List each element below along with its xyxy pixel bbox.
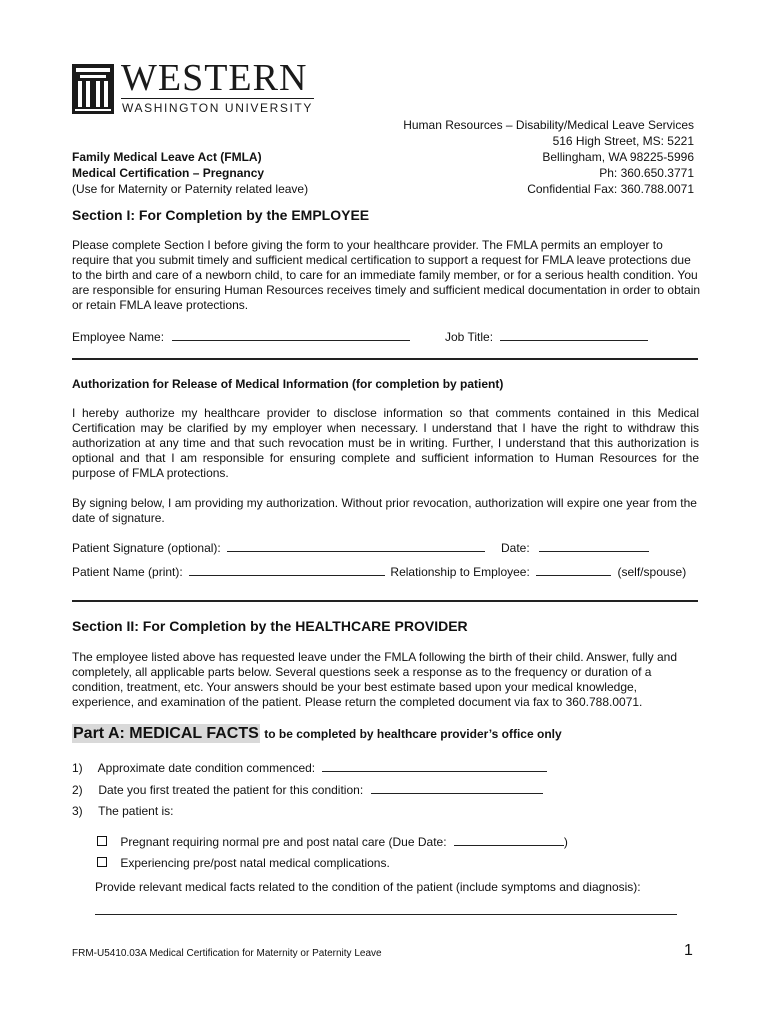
partA-title: Part A: MEDICAL FACTS [73, 725, 259, 742]
hr-department: Human Resources – Disability/Medical Leave Services [403, 118, 694, 132]
hr-address-block [403, 117, 694, 197]
job-title-field[interactable] [500, 329, 648, 341]
partA-subtitle: to be completed by healthcare provider’s office only [264, 727, 562, 741]
normal-pregnancy-label: Pregnant requiring normal pre and post natal care (Due Date: [120, 835, 447, 849]
medical-facts-field[interactable] [95, 914, 677, 915]
normal-pregnancy-checkbox[interactable] [97, 836, 107, 846]
authorization-expiry: By signing below, I am providing my authorization. Without prior revocation, authorization will expire one year from the date of signature. [72, 496, 697, 525]
logo-underline [121, 98, 314, 99]
date-label: Date: [501, 541, 530, 555]
question-1-text: Approximate date condition commenced: [97, 761, 316, 775]
employee-name-field[interactable] [172, 329, 410, 341]
partA-heading [72, 725, 562, 743]
first-treated-date-field[interactable] [371, 782, 543, 794]
hr-fax: Confidential Fax: 360.788.0071 [527, 182, 694, 196]
hr-city: Bellingham, WA 98225-5996 [542, 150, 694, 164]
condition-start-date-field[interactable] [322, 760, 547, 772]
section2-intro: The employee listed above has requested leave under the FMLA following the birth of their child. Answer, fully and completely, all applicable parts below. Several questions seek a response as to the frequency or duration of a condition, treatment, etc. Your answers should be your best estimate based upon your medical knowledge, experience, and examination of the patient. Please return the completed document via fax to 360.788.0071. [72, 650, 678, 709]
form-subtitle: Medical Certification – Pregnancy [72, 166, 265, 180]
date-row [501, 540, 649, 556]
hr-phone: Ph: 360.650.3771 [599, 166, 694, 180]
logo-subtitle: WASHINGTON UNIVERSITY [122, 101, 313, 115]
employee-name-label: Employee Name: [72, 330, 165, 344]
medical-facts-prompt: Provide relevant medical facts related to the condition of the patient (include symptoms and diagnosis): [95, 880, 641, 894]
section1-intro: Please complete Section I before giving the form to your healthcare provider. The FMLA permits an employer to require that you submit timely and sufficient medical certification to support a request for FMLA leave protections due to the birth and care of a newborn child, to care for an immediate family member, or for a serious health condition. You are responsible for ensuring Human Resources receives timely and sufficient medical documentation in order to obtain or retain FMLA leave protections. [72, 238, 701, 312]
relationship-field[interactable] [536, 564, 611, 576]
authorization-text: I hereby authorize my healthcare provider to disclose information so that comments contained in this Medical Certification may be clarified by my employer when necessary. I understand that I have the right to withdraw this authorization at any time and that such revocation must be in writing. Further, I understand that this authorization is optional and that I am responsible for ensuring complete and sufficient information to Human Resources for the purpose of FMLA protections. [72, 406, 699, 480]
section-divider-1 [72, 358, 698, 360]
authorization-heading: Authorization for Release of Medical Information (for completion by patient) [72, 377, 504, 391]
section-divider-2 [72, 600, 698, 602]
complications-label: Experiencing pre/post natal medical complications. [120, 856, 390, 870]
form-id-footer: FRM-U5410.03A Medical Certification for Maternity or Paternity Leave [72, 948, 382, 959]
form-title: Family Medical Leave Act (FMLA) [72, 150, 262, 164]
question-2 [72, 782, 543, 798]
job-title-label: Job Title: [445, 330, 494, 344]
job-title-row [445, 329, 648, 345]
question-2-text: Date you first treated the patient for this condition: [98, 783, 364, 797]
question-1 [72, 760, 547, 776]
hr-street: 516 High Street, MS: 5221 [552, 134, 694, 148]
relationship-label: Relationship to Employee: [390, 565, 530, 579]
question-3 [72, 804, 174, 819]
section1-heading: Section I: For Completion by the EMPLOYEE [72, 207, 370, 223]
option-normal-pregnancy [97, 834, 568, 850]
building-icon [72, 64, 114, 114]
question-1-number: 1) [72, 761, 83, 775]
logo-wordmark: WESTERN [121, 57, 308, 99]
form-title-block [72, 149, 308, 197]
patient-name-field[interactable] [189, 564, 385, 576]
patient-name-row [72, 564, 686, 580]
patient-signature-field[interactable] [227, 540, 485, 552]
page-number: 1 [684, 942, 693, 959]
option-complications [97, 856, 390, 871]
question-3-text: The patient is: [98, 804, 174, 818]
patient-name-label: Patient Name (print): [72, 565, 183, 579]
due-date-close: ) [563, 835, 568, 849]
form-usage-note: (Use for Maternity or Paternity related leave) [72, 182, 309, 196]
question-2-number: 2) [72, 783, 83, 797]
section2-heading: Section II: For Completion by the HEALTHCARE PROVIDER [72, 618, 468, 634]
question-3-number: 3) [72, 804, 83, 818]
due-date-field[interactable] [454, 834, 564, 846]
date-field[interactable] [539, 540, 649, 552]
patient-signature-label: Patient Signature (optional): [72, 541, 221, 555]
relationship-hint: (self/spouse) [617, 565, 687, 579]
complications-checkbox[interactable] [97, 857, 107, 867]
patient-signature-row [72, 540, 485, 556]
employee-name-row [72, 329, 410, 345]
university-logo [72, 57, 322, 116]
